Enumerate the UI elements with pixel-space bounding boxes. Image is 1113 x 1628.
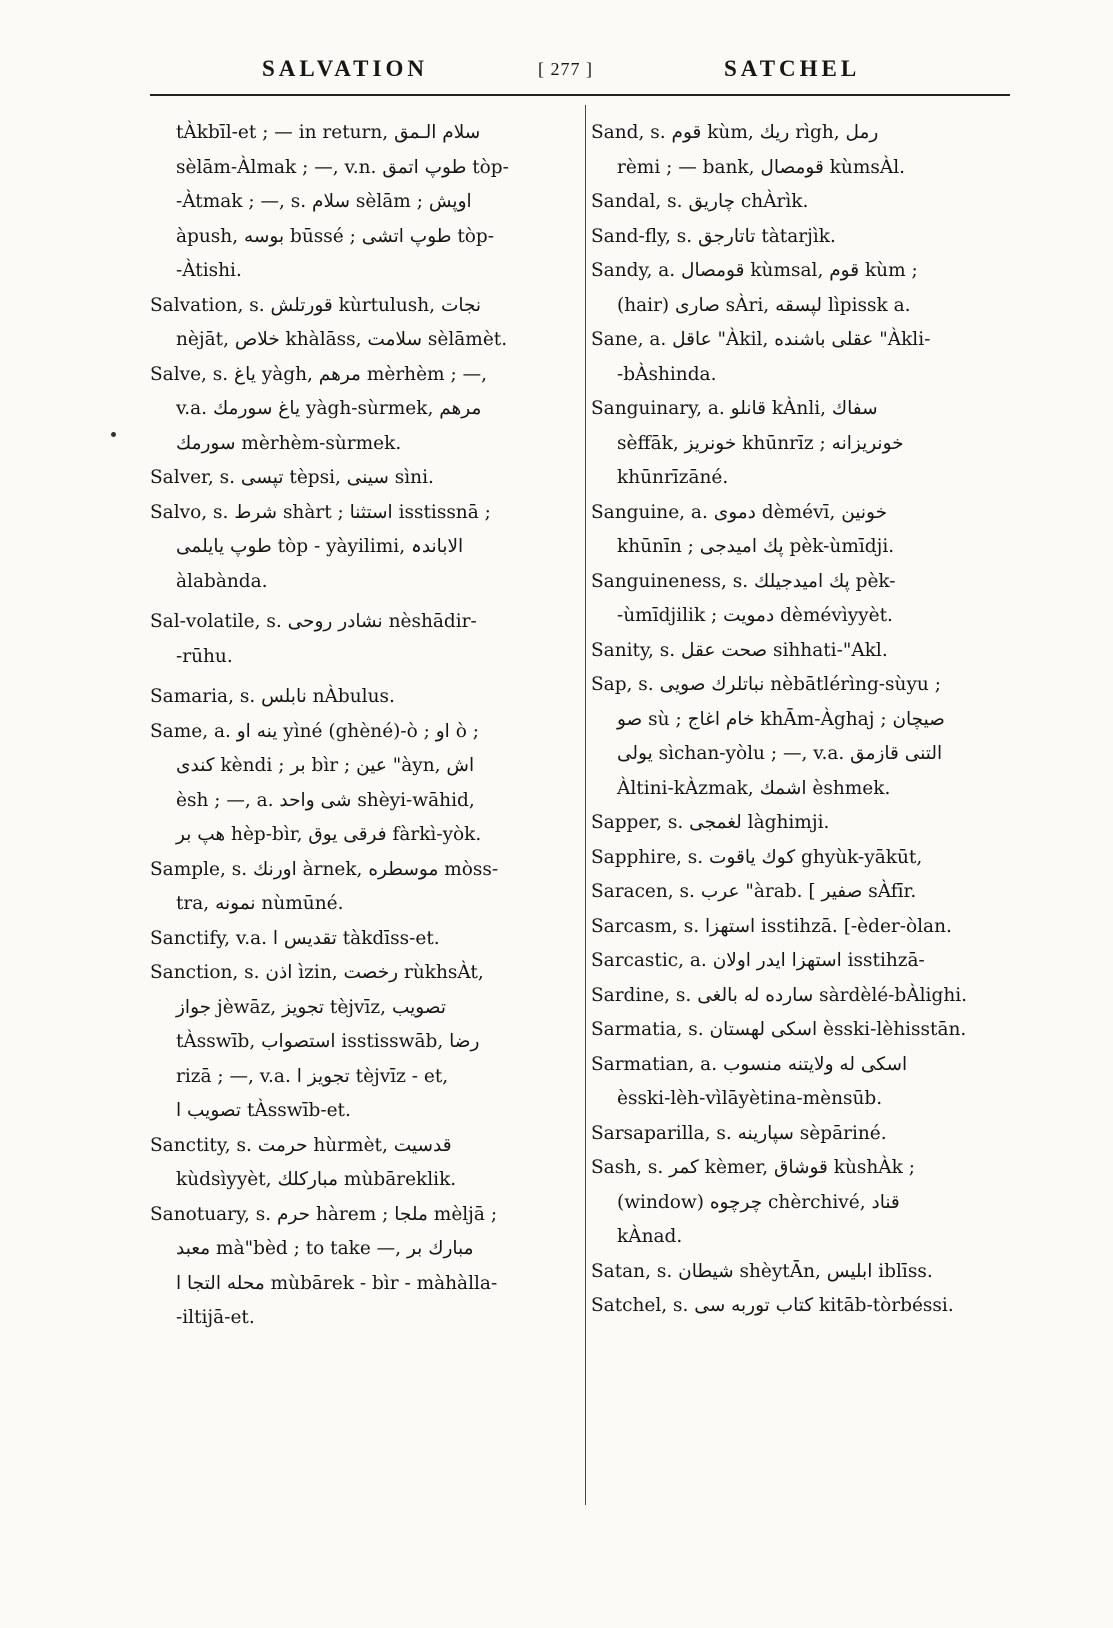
entry-headword-line: Sapphire, s. كوك یاقوت ghyùk-yākūt, — [591, 846, 923, 868]
entry-headword-line: Salve, s. یاغ yàgh, مرهم mèrhèm ; —, — [150, 363, 487, 385]
entry-continuation-line: kÀnad. — [617, 1226, 683, 1247]
left-column — [150, 116, 570, 1336]
entry-continuation-line: v.a. یاغ سورمك yàgh-sùrmek, مرهم — [176, 398, 482, 419]
entry-continuation-line: صو sù ; خام اغاج khĀm-Àghaj ; صیچان — [617, 708, 945, 730]
entry-continuation-line: sèffāk, خونریز khūnrīz ; خونریزانه — [617, 432, 904, 454]
entry-continuation-line: nèjāt, خلاص khàlāss, سلامت sèlāmèt. — [176, 329, 508, 350]
entry-continuation-line: معبد mà"bèd ; to take —, مبارك بر — [176, 1238, 474, 1259]
entry-headword-line: Salvation, s. قورتلش kùrtulush, نجات — [150, 294, 482, 316]
entry-headword-line: Sarcastic, a. استهزا ایدر اولان isstihzā- — [591, 950, 925, 971]
entry-headword-line: Sap, s. نباتلرك صویی nèbātlérìng-sùyu ; — [591, 674, 941, 695]
entry-headword-line: Sanctify, v.a. تقدیس ا tàkdīss-et. — [150, 927, 440, 949]
entry-headword-line: Sapper, s. لغمجی làghimji. — [591, 812, 830, 833]
entry-continuation-line: تصویب ا tÀsswīb-et. — [176, 1100, 351, 1121]
entry-headword-line: Sample, s. اورنك àrnek, موسطره mòss- — [150, 858, 499, 880]
entry-headword-line: Sash, s. کمر kèmer, قوشاق kùshÀk ; — [591, 1157, 915, 1178]
entry-headword-line: Sanction, s. اذن ìzin, رخصت rùkhsÀt, — [150, 962, 484, 983]
entry-continuation-line: sèlām-Àlmak ; —, v.n. طوپ اتمق tòp- — [176, 156, 509, 178]
header-left-guide-word: SALVATION — [262, 56, 428, 81]
entry-continuation-line: محله التجا ا mùbārek - bìr - màhàlla- — [176, 1272, 498, 1294]
entry-headword-line: Salver, s. تپسی tèpsi, سینی sìni. — [150, 467, 434, 488]
entry-continuation-line: tÀsswīb, استصواب isstisswāb, رضا — [176, 1031, 480, 1052]
entry-continuation-line: -bÀshinda. — [617, 363, 717, 385]
entry-continuation-line: -iltijā-et. — [176, 1307, 255, 1328]
entry-headword-line: Sanguineness, s. پك امیدجیلك pèk- — [591, 570, 896, 592]
entry-continuation-line: èsh ; —, a. شی واحد shèyi-wāhid, — [176, 789, 475, 811]
entry-headword-line: Satan, s. شیطان shèytĀn, ابلیس iblīss. — [591, 1260, 933, 1282]
entry-continuation-line: kùdsìyyèt, مبارکلك mùbāreklik. — [176, 1169, 457, 1190]
entry-headword-line: Satchel, s. کتاب توربه سی kitāb-tòrbéssi. — [591, 1295, 954, 1316]
entry-continuation-line: -Àtmak ; —, s. سلام sèlām ; اوپش — [176, 191, 472, 212]
entry-continuation-line: Àltini-kÀzmak, اشمك èshmek. — [617, 777, 891, 799]
entry-headword-line: Sarcasm, s. استهزا isstihzā. [-èder-òlan. — [591, 915, 952, 937]
entry-headword-line: Sal-volatile, s. نشادر روحی nèshādir- — [150, 611, 477, 632]
entry-headword-line: Sanctity, s. حرمت hùrmèt, قدسیت — [150, 1134, 452, 1156]
entry-headword-line: Salvo, s. شرط shàrt ; استثنا isstissnā ; — [150, 501, 491, 523]
entry-continuation-line: سورمك mèrhèm-sùrmek. — [176, 432, 402, 454]
entry-headword-line: Sand-fly, s. تاتارجق tàtarjìk. — [591, 225, 836, 247]
entry-headword-line: Saracen, s. عرب "àrab. [ صفیر sÀfīr. — [591, 881, 917, 902]
entry-continuation-line: èsski-lèh-vìlāyètina-mènsūb. — [617, 1088, 883, 1109]
header-right-guide-word: SATCHEL — [724, 56, 861, 81]
page-number: [ 277 ] — [538, 59, 593, 79]
entry-continuation-line: (hair) صاری sÀri, لپسقه lìpissk a. — [617, 294, 911, 316]
entry-continuation-line: -rūhu. — [176, 645, 233, 667]
entry-headword-line: Sanguine, a. دموی dèmévī, خونین — [591, 501, 888, 523]
entry-continuation-line: khūnīn ; پك امیدجی pèk-ùmīdji. — [617, 536, 895, 557]
entry-continuation-line: یولی sìchan-yòlu ; —, v.a. التنی قازمق — [617, 743, 943, 764]
entry-continuation-line: àpush, بوسه būssé ; طوپ اتشی tòp- — [176, 225, 495, 247]
entry-headword-line: Sanity, s. صحت عقل sihhati-"Akl. — [591, 639, 888, 661]
entry-headword-line: Sanguinary, a. قانلو kÀnli, سفاك — [591, 398, 878, 419]
right-column — [591, 116, 1009, 1324]
entry-headword-line: Sarsaparilla, s. سپارینه sèpāriné. — [591, 1122, 887, 1144]
margin-dot — [111, 432, 116, 437]
header-rule — [150, 94, 1010, 96]
entry-headword-line: Sand, s. قوم kùm, ریك rìgh, رمل — [591, 122, 879, 143]
entry-continuation-line: tra, نمونه nùmūné. — [176, 893, 344, 914]
entry-headword-line: Sane, a. عاقل "Àkil, عقلی باشنده "Àkli- — [591, 329, 931, 350]
entry-headword-line: Sandy, a. قومصال kùmsal, قوم kùm ; — [591, 260, 918, 281]
entry-headword-line: Sandal, s. چاریق chÀrìk. — [591, 191, 809, 212]
entry-continuation-line: (window) چرچوه chèrchivé, قناد — [617, 1191, 900, 1213]
entry-headword-line: Sanotuary, s. حرم hàrem ; ملجا mèljā ; — [150, 1203, 498, 1225]
entry-continuation-line: -Àtishi. — [176, 260, 242, 281]
entry-continuation-line: àlabànda. — [176, 570, 268, 592]
entry-headword-line: Sardine, s. سارده له بالغی sàrdèlé-bÀlighi. — [591, 984, 968, 1006]
entry-continuation-line: rizā ; —, v.a. تجویز ا tèjvīz - et, — [176, 1065, 449, 1087]
entry-headword-line: Sarmatian, a. اسکی له ولایتنه منسوب — [591, 1053, 908, 1075]
entry-continuation-line: khūnrīzāné. — [617, 467, 729, 488]
column-divider — [585, 105, 586, 1505]
entry-continuation-line: -ùmīdjilik ; دمویت dèmévìyyèt. — [617, 605, 893, 626]
entry-continuation-line: كندی kèndi ; بر bìr ; عین "àyn, اش — [176, 755, 475, 776]
entry-headword-line: Same, a. ینه او yìné (ghèné)-ò ; او ò ; — [150, 720, 479, 742]
entry-continuation-line: tÀkbīl-et ; — in return, سلام الـمق — [176, 122, 481, 143]
entry-continuation-line: rèmi ; — bank, قومصال kùmsÀl. — [617, 156, 906, 178]
entry-headword-line: Sarmatia, s. اسکی لهستان èsski-lèhisstān. — [591, 1019, 967, 1040]
entry-continuation-line: هپ بر hèp-bìr, فرقی یوق fàrkì-yòk. — [176, 824, 482, 845]
page-header — [150, 52, 1010, 92]
entry-headword-line: Samaria, s. نابلس nÀbulus. — [150, 686, 395, 707]
entry-continuation-line: جواز jèwāz, تجویز tèjvīz, تصویب — [176, 996, 447, 1018]
entry-continuation-line: طوپ یایلمی tòp - yàyilimi, الاباندہ — [176, 536, 464, 557]
